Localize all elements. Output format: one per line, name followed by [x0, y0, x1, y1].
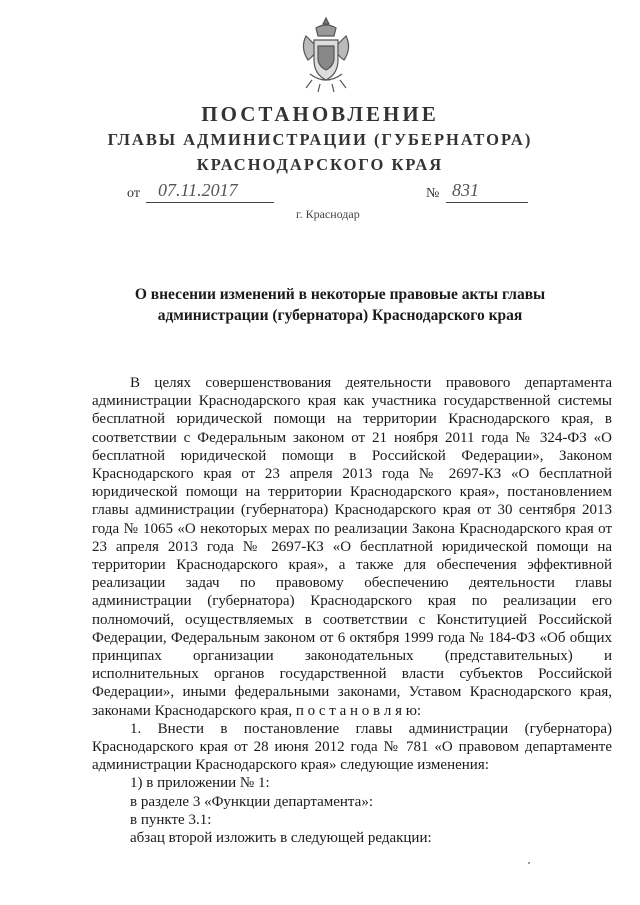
paragraph-clause: в пункте 3.1:: [130, 811, 212, 828]
number-value: 831: [452, 180, 479, 200]
document-title: О внесении изменений в некоторые правовые акты главы администрации (губернатора) Краснодарского края: [134, 286, 546, 324]
paragraph-instruction: абзац второй изложить в следующей редакции:: [130, 830, 432, 847]
date-number-row: [0, 180, 640, 206]
paragraph-subitem: 1) в приложении № 1:: [130, 775, 270, 792]
document-body: [92, 374, 612, 847]
region-heading: КРАСНОДАРСКОГО КРАЯ: [196, 155, 444, 174]
date-label: от: [127, 186, 140, 201]
date-value: 07.11.2017: [158, 180, 238, 200]
number-label: №: [426, 186, 440, 201]
scan-speck: [528, 862, 530, 864]
issuer-heading: ГЛАВЫ АДМИНИСТРАЦИИ (ГУБЕРНАТОРА): [107, 130, 533, 149]
paragraph-item-1: 1. Внести в постановление главы администрации (губернатора) Краснодарского края от 28 июня 2012 года № 781 «О правовом департаменте администрации Краснодарского края» следующие изменения:: [92, 720, 612, 774]
city-label: г. Краснодар: [296, 207, 360, 221]
paragraph-preamble: В целях совершенствования деятельности правового департамента администрации Краснодарского края как участника государственной системы бесплатной юридической помощи на территории Краснодарского края, в соответствии с Федеральным законом от 21 ноября 2011 года № 324-ФЗ «О бесплатной юридической помощи в Российской Федерации», Законом Краснодарского края от 23 апреля 2013 года № 2697-КЗ «О бесплатной юридической помощи на территории Краснодарского края», постановлением главы администрации (губернатора) Краснодарского края от 30 сентября 2013 года № 1065 «О некоторых мерах по реализации Закона Краснодарского края от 23 апреля 2013 года № 2697-КЗ «О бесплатной юридической помощи на территории Краснодарского края», а также для обеспечения эффективной реализации задач по правовому обеспечению деятельности главы администрации (губернатора) Краснодарского края по реализации его полномочий, осуществляемых в соответствии с Конституцией Российской Федерации, Федеральным законом от 6 октября 1999 года № 184-ФЗ «Об общих принципах организации законодательных (представительных) и исполнительных органов государственной власти субъектов Российской Федерации», иными федеральными законами, Уставом Краснодарского края, законами Краснодарского края, п о с т а н о в л я ю:: [92, 375, 612, 719]
date-underline: [146, 202, 274, 203]
paragraph-section: в разделе 3 «Функции департамента»:: [130, 793, 373, 810]
document-type-heading: ПОСТАНОВЛЕНИЕ: [201, 102, 439, 126]
number-underline: [446, 202, 528, 203]
coat-of-arms-emblem: [296, 14, 356, 94]
